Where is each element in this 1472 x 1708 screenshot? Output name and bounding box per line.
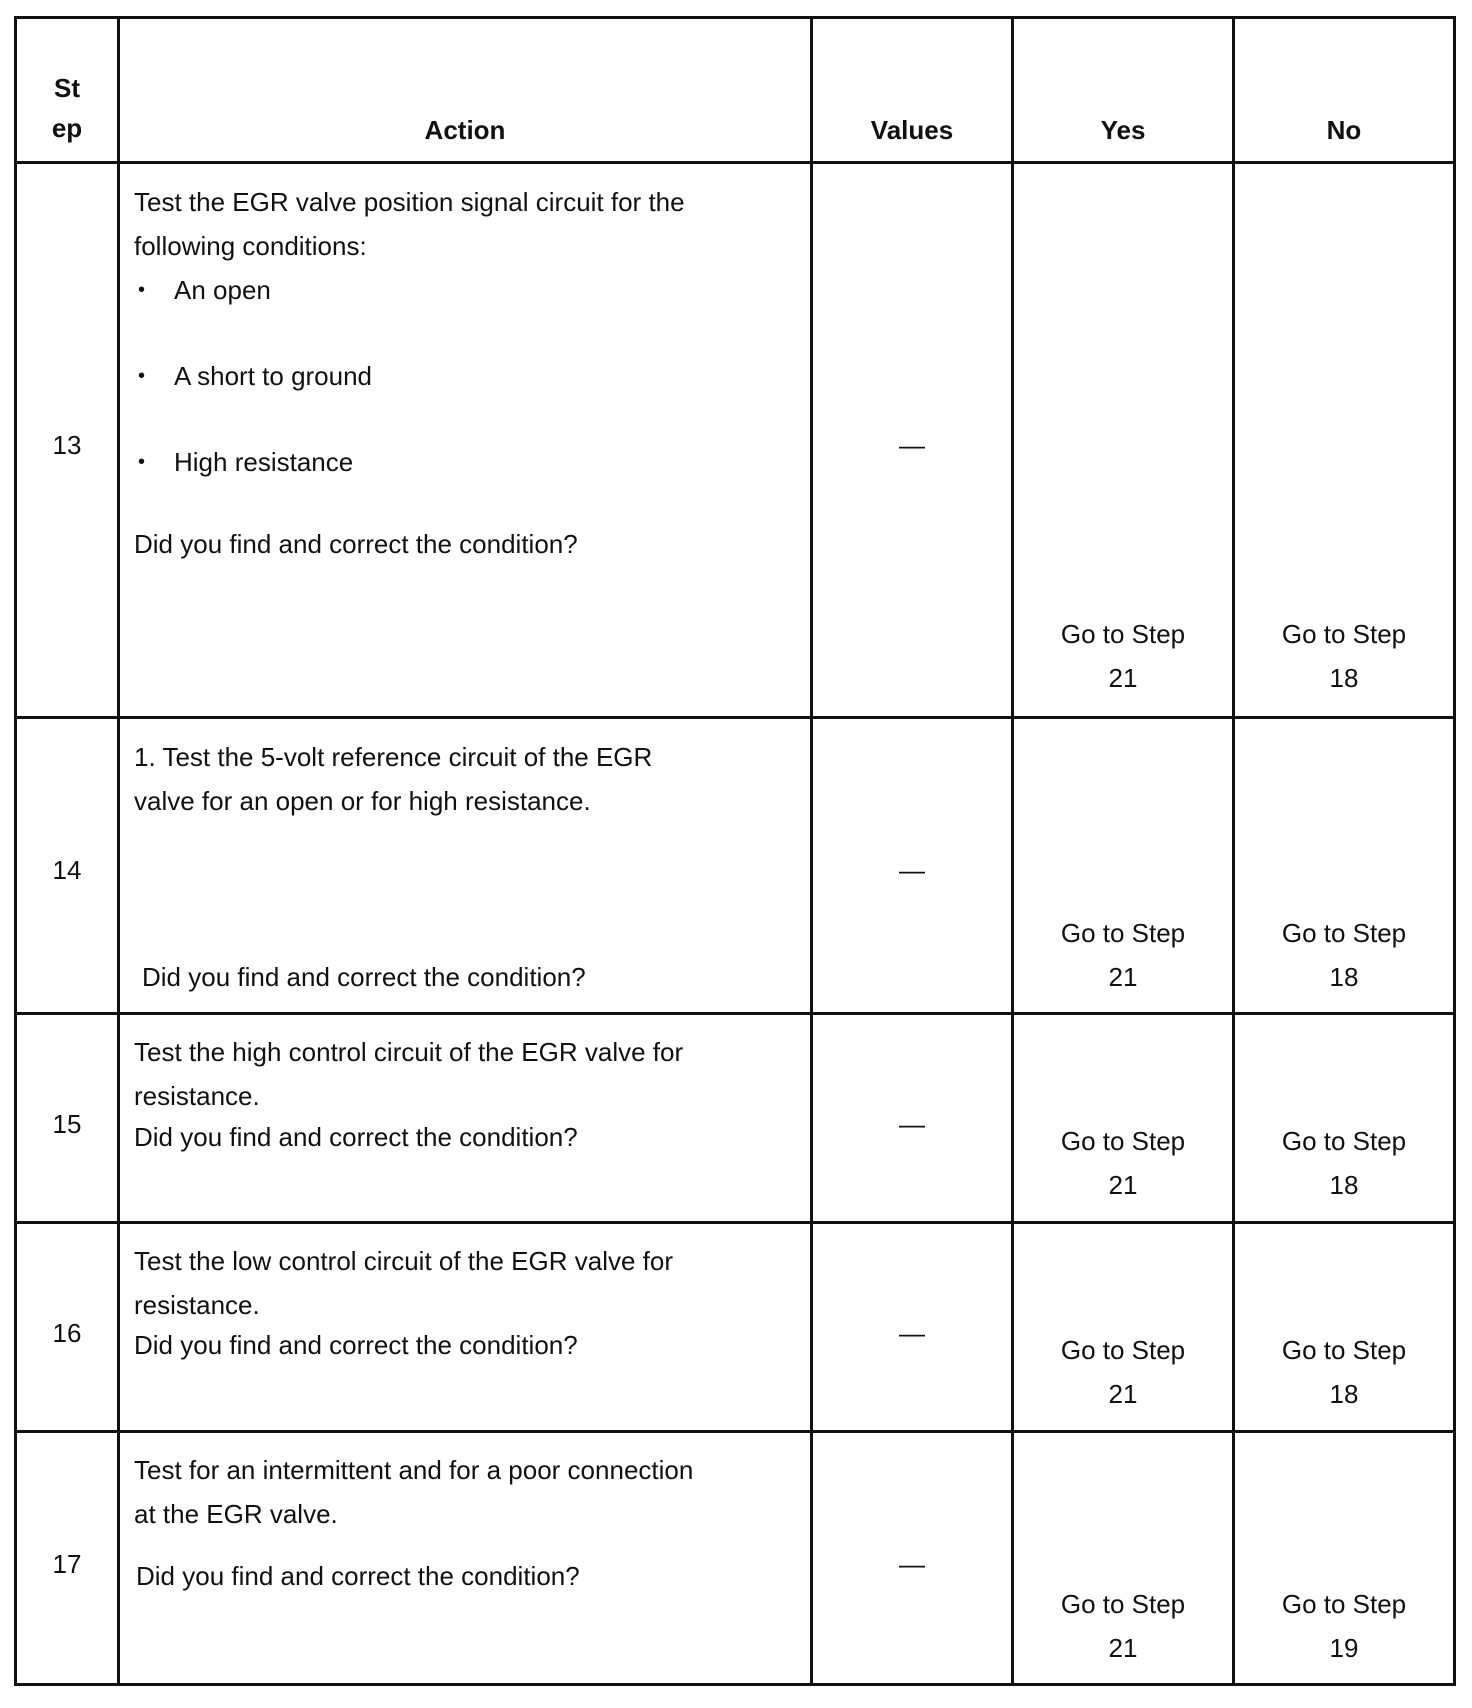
step-number: 13 xyxy=(52,430,82,460)
no-goto-link[interactable] xyxy=(1235,1582,1453,1670)
action-question: Did you find and correct the condition? xyxy=(134,529,578,559)
action-text: 1. Test the 5-volt reference circuit of the EGR xyxy=(134,742,653,772)
table-border xyxy=(14,1683,1456,1686)
goto-step-number: 18 xyxy=(1329,663,1359,693)
bullet-icon: • xyxy=(138,279,146,301)
no-goto-link[interactable] xyxy=(1235,612,1453,700)
goto-label: Go to Step xyxy=(1281,918,1407,948)
step-number: 16 xyxy=(52,1318,82,1348)
goto-step-number: 21 xyxy=(1108,1379,1138,1409)
action-question: Did you find and correct the condition? xyxy=(134,1330,578,1360)
goto-label: Go to Step xyxy=(1060,1126,1186,1156)
step-number: 14 xyxy=(52,855,82,885)
value-cell: — xyxy=(899,1549,925,1579)
goto-step-number: 21 xyxy=(1108,663,1138,693)
table-border xyxy=(14,1221,1456,1224)
diagnostic-table xyxy=(14,16,1456,1686)
goto-label: Go to Step xyxy=(1060,918,1186,948)
goto-step-number: 18 xyxy=(1329,1379,1359,1409)
header-yes: Yes xyxy=(1100,115,1146,145)
goto-label: Go to Step xyxy=(1281,1589,1407,1619)
table-border xyxy=(14,716,1456,719)
no-goto-link[interactable] xyxy=(1235,911,1453,999)
goto-label: Go to Step xyxy=(1060,1335,1186,1365)
table-border xyxy=(117,16,120,1686)
yes-goto-link[interactable] xyxy=(1014,911,1232,999)
table-border xyxy=(14,1012,1456,1015)
goto-step-number: 18 xyxy=(1329,1170,1359,1200)
value-cell: — xyxy=(899,430,925,460)
header-values: Values xyxy=(870,115,954,145)
value-cell: — xyxy=(899,1318,925,1348)
action-text: Test the low control circuit of the EGR valve for xyxy=(134,1246,673,1276)
header-step xyxy=(17,68,117,148)
action-question: Did you find and correct the condition? xyxy=(142,962,586,992)
table-border xyxy=(1453,16,1456,1686)
action-text: at the EGR valve. xyxy=(134,1499,338,1529)
condition-item: High resistance xyxy=(174,447,354,477)
goto-label: Go to Step xyxy=(1281,1126,1407,1156)
goto-step-number: 21 xyxy=(1108,962,1138,992)
header-step-line1: St xyxy=(54,73,80,103)
header-no: No xyxy=(1326,115,1362,145)
goto-label: Go to Step xyxy=(1281,1335,1407,1365)
goto-step-number: 21 xyxy=(1108,1170,1138,1200)
value-cell: — xyxy=(899,855,925,885)
goto-step-number: 18 xyxy=(1329,962,1359,992)
goto-label: Go to Step xyxy=(1281,619,1407,649)
bullet-icon: • xyxy=(138,365,146,387)
value-cell: — xyxy=(899,1109,925,1139)
action-text: following conditions: xyxy=(134,231,367,261)
table-border xyxy=(14,1430,1456,1433)
bullet-icon: • xyxy=(138,451,146,473)
goto-step-number: 19 xyxy=(1329,1633,1359,1663)
header-action: Action xyxy=(424,115,506,145)
action-text: resistance. xyxy=(134,1081,260,1111)
action-question: Did you find and correct the condition? xyxy=(134,1122,578,1152)
goto-step-number: 21 xyxy=(1108,1633,1138,1663)
step-number: 15 xyxy=(52,1109,82,1139)
table-border xyxy=(14,161,1456,164)
condition-item: An open xyxy=(174,275,271,305)
table-border xyxy=(1232,16,1235,1686)
goto-label: Go to Step xyxy=(1060,619,1186,649)
action-text: valve for an open or for high resistance. xyxy=(134,786,591,816)
no-goto-link[interactable] xyxy=(1235,1328,1453,1416)
yes-goto-link[interactable] xyxy=(1014,612,1232,700)
action-text: Test for an intermittent and for a poor connection xyxy=(134,1455,694,1485)
step-number: 17 xyxy=(52,1549,82,1579)
action-text: Test the EGR valve position signal circuit for the xyxy=(134,187,685,217)
action-question: Did you find and correct the condition? xyxy=(136,1561,580,1591)
table-border xyxy=(1011,16,1014,1686)
goto-label: Go to Step xyxy=(1060,1589,1186,1619)
header-step-line2: ep xyxy=(51,113,83,143)
action-text: resistance. xyxy=(134,1290,260,1320)
condition-item: A short to ground xyxy=(174,361,373,391)
yes-goto-link[interactable] xyxy=(1014,1328,1232,1416)
action-text: Test the high control circuit of the EGR valve for xyxy=(134,1037,684,1067)
no-goto-link[interactable] xyxy=(1235,1119,1453,1207)
table-border xyxy=(14,16,1456,19)
yes-goto-link[interactable] xyxy=(1014,1582,1232,1670)
yes-goto-link[interactable] xyxy=(1014,1119,1232,1207)
